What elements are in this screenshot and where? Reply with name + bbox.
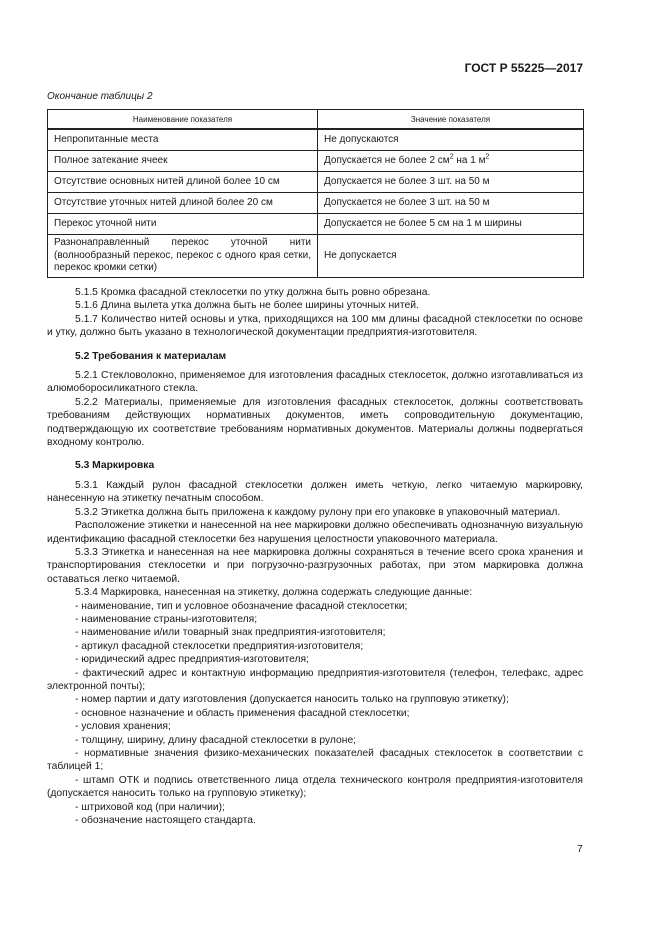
- row-name: Разнонаправленный перекос уточной нити (волнообразный перекос, перекос с одного края сетки, перекос кромки сетки): [48, 235, 318, 278]
- list-item: - артикул фасадной стеклосетки предприятия-изготовителя;: [75, 640, 364, 652]
- page-number: 7: [577, 843, 583, 855]
- list-item: - фактический адрес и контактную информацию предприятия-изготовителя (телефон, телефакс, адрес электронной почты);: [47, 667, 583, 692]
- row-value: Допускается не более 5 см на 1 м ширины: [318, 214, 584, 235]
- row-name: Непропитанные места: [48, 129, 318, 151]
- row-value: Допускается не более 3 шт. на 50 м: [318, 193, 584, 214]
- paragraph-5-1-6: 5.1.6 Длина вылета утка должна быть не более ширины уточных нитей.: [75, 300, 419, 312]
- table-caption: Окончание таблицы 2: [47, 91, 153, 102]
- list-item: - юридический адрес предприятия-изготовителя;: [75, 654, 309, 666]
- list-item: - основное назначение и область применения фасадной стеклосетки;: [75, 707, 410, 719]
- paragraph-5-3-2-cont: Расположение этикетки и нанесенной на нее маркировки должно обеспечивать однозначную визуальную идентификацию фасадной стеклосетки без нарушения целостности упаковочного материала.: [47, 520, 583, 545]
- section-heading-5-2: 5.2 Требования к материалам: [75, 350, 227, 362]
- column-header-value: Значение показателя: [318, 110, 584, 130]
- column-header-name: Наименование показателя: [48, 110, 318, 130]
- list-item: - наименование, тип и условное обозначение фасадной стеклосетки;: [75, 600, 408, 612]
- row-name: Отсутствие уточных нитей длиной более 20 см: [48, 193, 318, 214]
- paragraph-5-3-4: 5.3.4 Маркировка, нанесенная на этикетку, должна содержать следующие данные:: [75, 587, 473, 599]
- row-value: Не допускается: [318, 235, 584, 278]
- row-value: Допускается не более 3 шт. на 50 м: [318, 172, 584, 193]
- table-row: [48, 129, 584, 151]
- superscript: 2: [449, 153, 454, 161]
- value-text: на 1 м: [453, 154, 486, 166]
- paragraph-5-2-2: 5.2.2 Материалы, применяемые для изготовления фасадных стеклосеток, должны соответствовать требованиям действующих нормативных документов, иметь сопроводительную документацию, подтверждающую их соответствие требованиям нормативных документов. Материалы должны подвергаться входному контролю.: [47, 396, 583, 449]
- list-item: - нормативные значения физико-механических показателей фасадных стеклосеток в соответствии с таблицей 1;: [47, 748, 583, 773]
- paragraph-5-1-5: 5.1.5 Кромка фасадной стеклосетки по утку должна быть ровно обрезана.: [75, 287, 431, 298]
- row-name: Полное затекание ячеек: [48, 151, 318, 172]
- table-row: [48, 151, 584, 172]
- row-value: Не допускаются: [318, 129, 584, 151]
- table-row: [48, 193, 584, 214]
- paragraph-5-3-1: 5.3.1 Каждый рулон фасадной стеклосетки должен иметь четкую, легко читаемую маркировку, нанесенную на этикетку печатным способом.: [47, 479, 583, 505]
- list-item: - толщину, ширину, длину фасадной стеклосетки в рулоне;: [75, 734, 357, 746]
- list-item: - наименование страны-изготовителя;: [75, 613, 258, 625]
- list-item: - условия хранения;: [75, 721, 171, 733]
- value-text: Допускается не более 2 см: [324, 154, 450, 166]
- list-item: - обозначение настоящего стандарта.: [75, 815, 256, 827]
- table-row: [48, 214, 584, 235]
- superscript: 2: [485, 153, 490, 161]
- row-name: Перекос уточной нити: [48, 214, 318, 235]
- paragraph-5-3-3: 5.3.3 Этикетка и нанесенная на нее маркировка должны сохраняться в течение всего срока хранения и транспортирования стеклосетки и при погрузочно-разгрузочных работах, при этом маркировка должна оставаться легко читаемой.: [47, 546, 583, 585]
- paragraph-5-1-7: 5.1.7 Количество нитей основы и утка, приходящихся на 100 мм длины фасадной стеклосетки по основе и утку, должно быть указано в технологической документации предприятия-изготовителя.: [47, 313, 583, 339]
- section-heading-5-3: 5.3 Маркировка: [75, 460, 155, 472]
- paragraph-5-3-2: 5.3.2 Этикетка должна быть приложена к каждому рулону при его упаковке в упаковочный материал.: [75, 506, 561, 518]
- list-item: - штамп ОТК и подпись ответственного лица отдела технического контроля предприятия-изготовителя (допускается наносить только на групповую этикетку);: [47, 774, 583, 800]
- document-standard-number: ГОСТ Р 55225—2017: [464, 61, 583, 75]
- list-item: - наименование и/или товарный знак предприятия-изготовителя;: [75, 627, 386, 639]
- list-item: - номер партии и дату изготовления (допускается наносить только на групповую этикетку);: [75, 694, 509, 706]
- document-body: [47, 286, 583, 827]
- table-header-row: [48, 110, 584, 130]
- table-row: [48, 172, 584, 193]
- defects-table: [47, 109, 584, 278]
- row-name: Отсутствие основных нитей длиной более 10 см: [48, 172, 318, 193]
- table-row: [48, 235, 584, 278]
- list-item: - штриховой код (при наличии);: [75, 801, 225, 813]
- row-value: [318, 151, 584, 172]
- paragraph-5-2-1: 5.2.1 Стекловолокно, применяемое для изготовления фасадных стеклосеток, должно изготавливаться из алюмоборосиликатного стекла.: [47, 370, 583, 395]
